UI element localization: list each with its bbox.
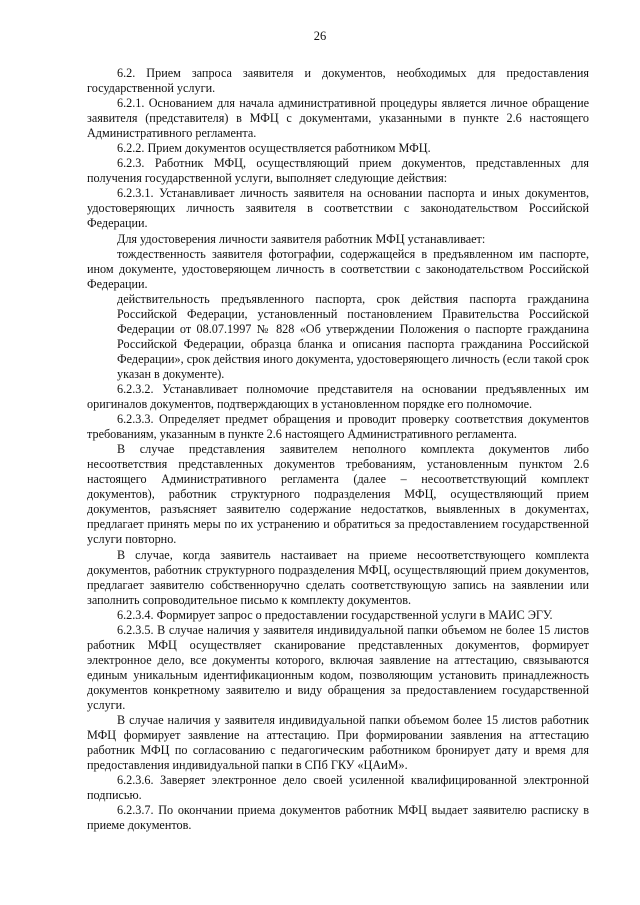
paragraph-6-2-3: 6.2.3. Работник МФЦ, осуществляющий прием документов, представленных для получения государственной услуги, выполняет следующие действия:: [87, 156, 589, 186]
paragraph-6-2-3-1: 6.2.3.1. Устанавливает личность заявителя на основании паспорта и иных документов, удостоверяющих личность заявителя в соответствии с законодательством Российской Федерации.: [87, 186, 589, 231]
page-number: 26: [313, 29, 327, 43]
paragraph-6-2: 6.2. Прием запроса заявителя и документов, необходимых для предоставления государственной услуги.: [87, 66, 589, 96]
paragraph-6-2-3-2: 6.2.3.2. Устанавливает полномочие представителя на основании предъявленных им оригиналов документов, подтверждающих в установленном порядке его полномочие.: [87, 381, 589, 412]
paragraph-6-2-1: 6.2.1. Основанием для начала административной процедуры является личное обращение заявителя (представителя) в МФЦ с документами, указанными в пункте 2.6 настоящего Административного регламента.: [87, 96, 589, 141]
paragraph-large-folder: В случае наличия у заявителя индивидуальной папки объемом более 15 листов работник МФЦ формирует заявление на аттестацию. При формировании заявления на аттестацию работник МФЦ по согласованию с педагогическим работником бронирует дату и время для предоставления индивидуальной папки в СПб ГКУ «ЦАиМ».: [87, 713, 589, 773]
paragraph-passport-validity: действительность предъявленного паспорта, срок действия паспорта гражданина Российской Федерации, установленный постановлением Правительства Российской Федерации от 08.07.1997 № 828 «Об утверждении Положения о паспорте гражданина Российской Федерации, образца бланка и описания паспорта гражданина Российской Федерации», срок действия иного документа, удостоверяющего личность (если такой срок указан в документе).: [117, 291, 589, 381]
paragraph-6-2-3-3: 6.2.3.3. Определяет предмет обращения и проводит проверку соответствия документов требованиям, указанным в пункте 2.6 настоящего Административного регламента.: [87, 412, 589, 442]
paragraph-identity-photo: тождественность заявителя фотографии, содержащейся в предъявленном им паспорте, ином документе, удостоверяющем личность в соответствии с законодательством Российской Федерации.: [87, 246, 589, 291]
document-body: [87, 66, 589, 833]
paragraph-6-2-3-4: 6.2.3.4. Формирует запрос о предоставлении государственной услуги в МАИС ЭГУ.: [117, 607, 553, 622]
paragraph-6-2-3-6: 6.2.3.6. Заверяет электронное дело своей усиленной квалифицированной электронной подписью.: [87, 773, 589, 803]
paragraph-incomplete-set: В случае представления заявителем неполного комплекта документов либо несоответствия представленных документов требованиям, установленным пунктом 2.6 настоящего Административного регламента (далее – несоответствующий комплект документов), работник структурного подразделения МФЦ, осуществляющий прием документов, разъясняет заявителю содержание недостатков, выявленных в документах, предлагает принять меры по их устранению и обратиться за предоставлением государственной услуги повторно.: [87, 442, 589, 547]
paragraph-identity-intro: Для удостоверения личности заявителя работник МФЦ устанавливает:: [117, 231, 486, 246]
paragraph-6-2-3-5: 6.2.3.5. В случае наличия у заявителя индивидуальной папки объемом не более 15 листов работник МФЦ осуществляет сканирование представленных документов, формирует электронное дело, все документы которого, включая заявление на аттестацию, связываются единым уникальным идентификационным кодом, позволяющим установить принадлежность документов конкретному заявителю и виду обращения за предоставлением государственной услуги.: [87, 622, 589, 712]
paragraph-insist-case: В случае, когда заявитель настаивает на приеме несоответствующего комплекта документов, работник структурного подразделения МФЦ, осуществляющий прием документов, предлагает заявителю собственноручно сделать соответствующую запись на заявлении или заполнить сопроводительное письмо к комплекту документов.: [87, 547, 589, 607]
paragraph-6-2-3-7: 6.2.3.7. По окончании приема документов работник МФЦ выдает заявителю расписку в приеме документов.: [87, 803, 589, 833]
paragraph-6-2-2: 6.2.2. Прием документов осуществляется работником МФЦ.: [117, 141, 431, 156]
